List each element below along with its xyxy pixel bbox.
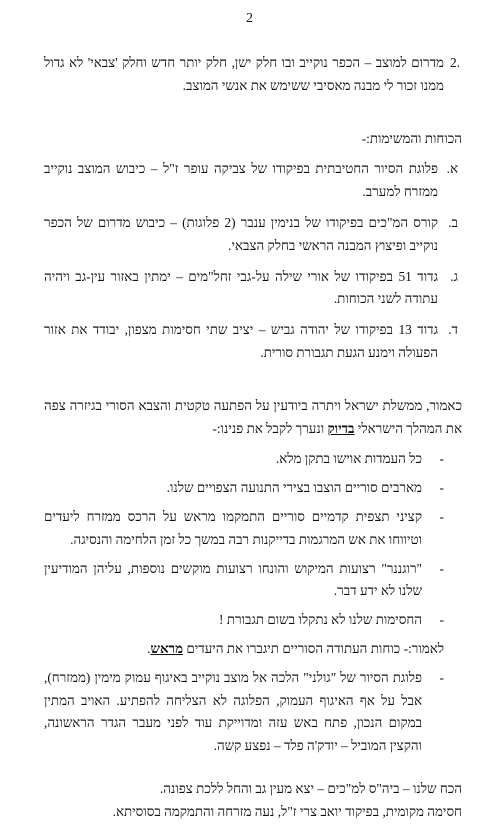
force-marker: ד. (448, 322, 458, 338)
bullet-text: פלוגת הסיור של "גולני" הלכה אל מוצב נוקייב באיגוף עמוק מימין (ממזרח), אבל על אף האיגוף העמוק, הפלוגה לא הצליחה להפתיע. האויב המתין במקום הנכון, פתח באש עזה ומדוייקת עוד לפני מעבר הגדר הראשונה, והקצין המוביל – יודק'ה פלד – נפצע קשה. (44, 669, 422, 754)
section-2-marker: .2 (449, 55, 460, 70)
note-line (44, 638, 444, 661)
force-text: גדוד 13 בפיקודו של יהודה גביש – יציב שתי חסימות מצפון, יבודד את אזור הפעולה וימנע הגעת תגבורת סורית. (44, 322, 438, 360)
closing-line: הכח שלנו – ביה"ס למ"כים – יצא מעין גב והחל ללכת צפונה. (159, 780, 462, 796)
force-item (44, 158, 462, 204)
bullet-text: "רוגננר" רצועות המיקוש והונחו רצועות מוקשים נוספות, עליהן המודיעין שלנו לא ידע דבר. (44, 560, 422, 599)
page-number: 2 (246, 11, 253, 26)
bullet-item (44, 558, 444, 604)
force-text: קורס המ"כים בפיקודו של בנימין ענבר (2 פלוגות) – כיבוש מדרום של הכפר נוקייב ופיצוץ המבנה הראשי בחלק הצבאי. (44, 214, 438, 253)
note-text-start: לאמור:- כוחות העתודה הסוריים תיגברו את היעדים (183, 640, 444, 656)
bullet-marker: - (439, 669, 444, 685)
bullet-text: החסימות שלנו לא נתקלו בשום תגבורת ! (219, 612, 422, 628)
force-item (44, 319, 462, 365)
document-body (44, 52, 462, 824)
closing-line: חסימה מקומית, בפיקוד יואב צרי ז"ל, נעה מזרחה והתמקמה בסוסיתא. (112, 803, 462, 819)
bullet-item (44, 506, 444, 552)
bullet-marker: - (439, 508, 444, 524)
note-emphasis: מראש (150, 640, 184, 656)
force-item (44, 212, 462, 258)
force-text: גדוד 51 בפיקודו של אורי שילה על-גבי זחל"מים – ימתין באזור עין-גב ויהיה עתודה לשני הכוחות. (44, 268, 439, 307)
bullet-marker: - (439, 451, 444, 467)
summary-paragraph (44, 395, 462, 441)
bullet-text: קציני תצפית קדמיים סוריים התמקמו מראש על הרכס ממזרח ליעדים וטיווחו את אש המרגמות בדייקנות רבה במשך כל זמן הלחימה והנסיגה. (44, 508, 422, 547)
bullet-item (44, 477, 444, 500)
bullet-text: מארבים סוריים הוצבו בצירי התנועה הצפויים שלנו. (166, 480, 422, 496)
bullet-item (44, 448, 444, 471)
section-2-text: מדרום למוצב – הכפר נוקייב ובו חלק ישן, חלק יותר חדש וחלק 'צבאי' לא גדול ממנו זכור לי מבנה מאסיבי ששימש את אנשי המוצב. (44, 55, 444, 93)
bullet-item (44, 609, 444, 632)
note-text-end: . (147, 640, 151, 656)
forces-heading: הכוחות והמשימות:- (361, 130, 462, 146)
bullet-item (44, 667, 444, 758)
bullet-marker: - (439, 612, 444, 628)
force-marker: ג. (450, 268, 458, 284)
force-marker: ב. (448, 214, 458, 230)
bullet-marker: - (439, 480, 444, 496)
summary-text-end: ונערך לקבל את פנינו:- (212, 420, 328, 436)
section-2-item (44, 52, 462, 98)
force-item (44, 266, 462, 312)
force-text: פלוגת הסיור החטיבתית בפיקודו של צביקה עופר ז"ל – כיבוש המוצב נוקייב ממזרח למערב. (44, 161, 438, 200)
force-marker: א. (446, 161, 458, 177)
summary-emphasis: בדיוק (327, 420, 355, 436)
bullet-marker: - (439, 560, 444, 576)
summary-text-start: כאמור, ממשלת ישראל ויתרה ביודעין על הפתעה טקטית והצבא הסורי בגיזרה צפה את המהלך הישראלי (44, 397, 462, 436)
bullet-text: כל העמדות אוישו בתקן מלא. (275, 451, 422, 467)
